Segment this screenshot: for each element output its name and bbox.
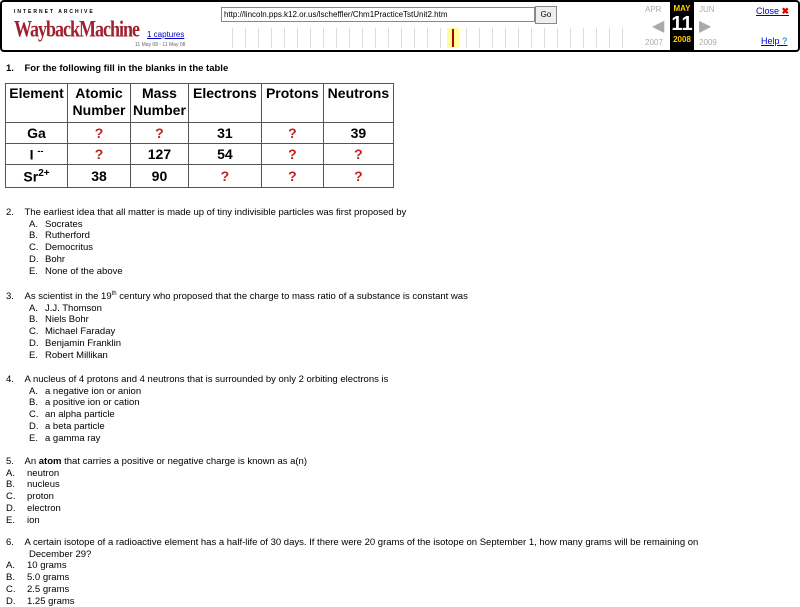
option-letter: C. [6,583,16,595]
option-text: a gamma ray [45,432,101,444]
answer-option [6,479,60,490]
cell: I -- [6,144,68,165]
cell: ? [188,165,261,188]
option-letter: D. [29,420,39,432]
option-letter: D. [6,502,16,514]
question-2 [6,207,406,218]
cell: ? [261,165,323,188]
answer-option [29,326,115,337]
option-text: Rutherford [45,230,90,242]
option-letter: E. [6,514,15,526]
prev-year[interactable]: 2007 [645,38,663,47]
option-text: 5.0 grams [27,572,70,584]
q-num: 1. [6,63,14,74]
option-letter: C. [29,409,39,421]
answer-option [29,242,93,253]
cell: 31 [188,123,261,144]
option-text: neutron [27,467,60,479]
q-text: A nucleus of 4 protons and 4 neutrons that is surrounded by only 2 orbiting electrons is [24,374,389,385]
option-letter: D. [29,337,39,349]
option-letter: A. [6,467,15,479]
q-num: 6. [6,537,14,548]
option-text: Niels Bohr [45,314,89,326]
answer-option [6,572,69,583]
option-letter: E. [29,265,38,277]
header: Electrons [188,84,261,123]
question-1 [6,63,228,74]
option-text: 2.5 grams [27,583,70,595]
header: Neutrons [323,84,393,123]
option-letter: E. [29,432,38,444]
option-letter: C. [6,491,16,503]
answer-option [6,515,40,526]
option-text: 10 grams [27,560,67,572]
answer-option [29,314,89,325]
option-text: Democritus [45,242,94,254]
wayback-toolbar [0,0,800,52]
question-6 [6,537,698,548]
cell: ? [131,123,189,144]
help-icon: ? [782,36,788,46]
answer-option [29,230,90,241]
next-arrow-icon[interactable]: ▶ [699,18,712,35]
option-letter: D. [6,595,16,607]
q-text: The earliest idea that all matter is made up of tiny indivisible particles was first proposed by [24,207,407,218]
answer-option [6,503,61,514]
answer-option [6,584,69,595]
q-text: For the following fill in the blanks in the table [24,63,229,74]
option-text: proton [27,491,54,503]
option-letter: C. [29,242,39,254]
help-label: Help [761,36,780,46]
header: Mass Number [131,84,189,123]
q-num: 3. [6,291,14,303]
answer-option [29,338,121,349]
cell: 127 [131,144,189,165]
option-letter: A. [29,302,38,314]
element-table [5,83,394,188]
q-text-cont: December 29? [29,548,92,560]
q-text: A certain isotope of a radioactive element has a half-life of 30 days. If there were 20 grams of the isotope on September 1, how many grams will be remaining on [24,537,699,548]
close-link[interactable] [756,6,789,17]
timeline[interactable] [220,28,635,48]
q-text: As scientist in the 19th century who proposed that the charge to mass ratio of a substance is constant was [24,291,468,303]
option-letter: B. [29,230,38,242]
table-row [6,165,394,188]
timeline-marker[interactable] [452,29,454,47]
cell: ? [68,144,131,165]
go-button[interactable]: Go [535,6,557,24]
answer-option [6,468,59,479]
cell: 38 [68,165,131,188]
current-date [670,2,694,50]
option-letter: B. [29,314,38,326]
option-letter: A. [29,385,38,397]
cell: Ga [6,123,68,144]
cell: ? [261,144,323,165]
answer-option [29,266,123,277]
option-letter: A. [29,218,38,230]
header: Protons [261,84,323,123]
answer-option [6,596,75,607]
answer-option [29,303,102,314]
option-text: a positive ion or cation [45,397,140,409]
wayback-logo[interactable]: WaybackMachine [14,15,140,42]
answer-option [6,491,54,502]
answer-option [29,254,65,265]
header: Atomic Number [68,84,131,123]
url-input[interactable]: http://lincoln.pps.k12.or.us/lscheffler/Chm1PracticeTstUnit2.htm [221,7,535,22]
option-text: J.J. Thomson [45,302,102,314]
question-3 [6,291,468,302]
captures-link[interactable]: 1 captures [147,30,185,39]
answer-option [29,397,140,408]
day: 11 [671,13,693,35]
option-text: Michael Faraday [45,326,116,338]
option-letter: E. [29,349,38,361]
cell: ? [323,165,393,188]
option-letter: B. [6,572,15,584]
question-5 [6,456,307,467]
answer-option [29,433,100,444]
cell: $Sr^{2+}$ [6,165,68,188]
next-year[interactable]: 2009 [699,38,717,47]
cell: 54 [188,144,261,165]
answer-option [29,219,83,230]
option-text: ion [27,514,40,526]
option-text: Bohr [45,253,66,265]
month: MAY [673,4,691,13]
answer-option [6,560,67,571]
cell: ? [261,123,323,144]
option-text: 1.25 grams [27,595,75,607]
table-row [6,144,394,165]
next-month[interactable]: JUN [699,5,715,14]
option-text: a beta particle [45,420,105,432]
option-text: Socrates [45,218,83,230]
answer-option [29,421,105,432]
q-num: 5. [6,456,14,467]
cell: 90 [131,165,189,188]
answer-option [29,386,141,397]
answer-option [29,350,108,361]
option-letter: B. [6,479,15,491]
q-num: 2. [6,207,14,218]
header: Element [6,84,68,123]
option-letter: B. [29,397,38,409]
option-letter: C. [29,326,39,338]
answer-option [29,409,115,420]
q-num: 4. [6,374,14,385]
option-text: electron [27,502,61,514]
table-row [6,123,394,144]
help-link[interactable] [761,36,788,46]
cell: ? [68,123,131,144]
option-letter: A. [6,560,15,572]
prev-month[interactable]: APR [645,5,662,14]
option-text: an alpha particle [45,409,115,421]
question-4 [6,374,388,385]
option-text: a negative ion or anion [45,385,142,397]
q-text: An atom that carries a positive or negative charge is known as a(n) [24,456,308,467]
option-text: None of the above [45,265,123,277]
option-text: Robert Millikan [45,349,108,361]
option-text: Benjamin Franklin [45,337,122,349]
close-icon[interactable]: ✖ [781,6,790,16]
option-text: nucleus [27,479,60,491]
cell: ? [323,144,393,165]
prev-arrow-icon[interactable]: ◀ [652,18,665,35]
option-letter: D. [29,253,39,265]
capture-range: 11 May 08 - 11 May 08 [135,42,186,48]
cell: 39 [323,123,393,144]
close-label: Close [756,6,780,16]
year: 2008 [673,35,691,44]
logo-text: INTERNET ARCHIVE [14,9,95,15]
